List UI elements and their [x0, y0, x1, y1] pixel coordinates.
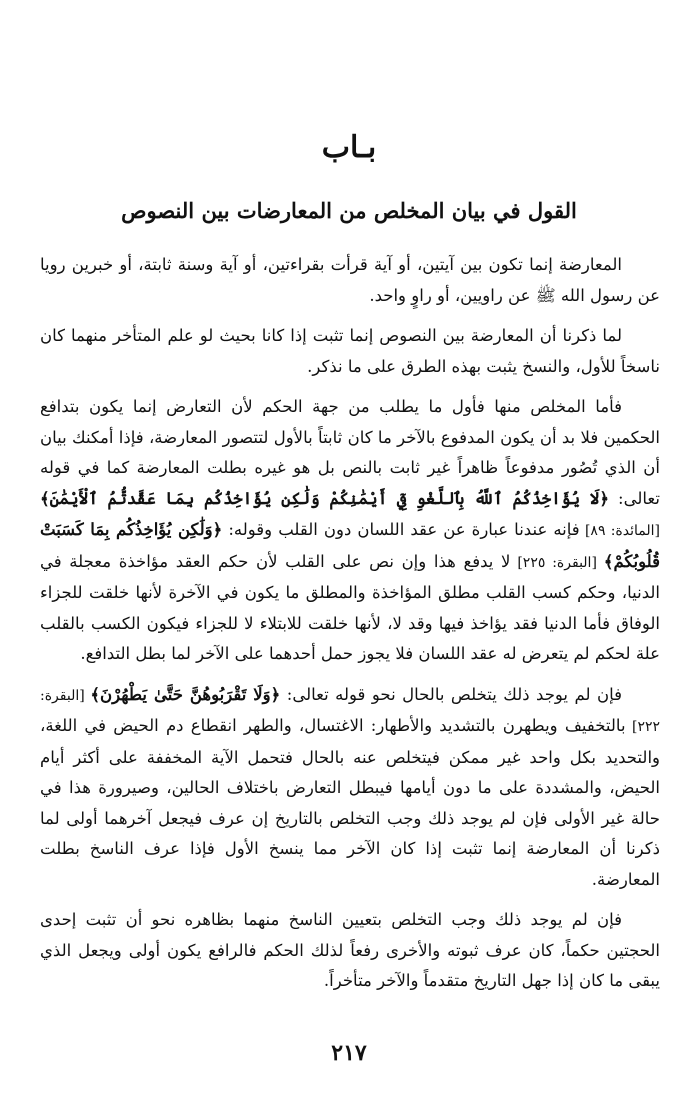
- verse-reference: [البقرة: ٢٢٥]: [510, 554, 604, 571]
- paragraph-text: بالتخفيف ويطهرن بالتشديد والأطهار: الاغتسال، والطهر انقطاع دم الحيض في اللغة، والتحديد بكل واحد غير ممكن فيتخلص عنه بالحال فتحمل الآية المخففة على أكثر أيام الحيض، والمشددة على ما دون أيامها فيبطل التعارض باختلاف الحالين، وصيرورة هذا في حالة غير الأولى فإن لم يوجد ذلك وجب التخلص بالتاريخ إن عرف فيجعل آخرهما أولى لما ذكرنا أن المعارضة إنما تثبت إذا كان الآخر مما ينسخ الأول فإذا عرف الناسخ بطلت المعارضة.: [40, 716, 660, 889]
- page-number: ٢١٧: [331, 1040, 367, 1066]
- paragraph-text: فإن لم يوجد ذلك يتخلص بالحال نحو قوله تعالى:: [280, 684, 622, 704]
- paragraph-text: المعارضة إنما تكون بين آيتين، أو آية قرأت بقراءتين، أو آية وسنة ثابتة، أو خبرين رويا عن رسول الله ﷺ عن راويين، أو راوٍ واحد.: [40, 255, 660, 305]
- verse-reference: [المائدة: ٨٩]: [579, 523, 660, 539]
- paragraph: [40, 680, 660, 896]
- paragraph: [40, 392, 660, 670]
- paragraph: [40, 321, 660, 382]
- paragraph-text: لما ذكرنا أن المعارضة بين النصوص إنما تثبت إذا كانا بحيث لو علم المتأخر منهما كان ناسخاً للأول، والنسخ يثبت بهذه الطرق على ما نذكر.: [40, 326, 660, 376]
- quran-verse: ﴿لَا يُؤَاخِذُكُمُ ٱللَّهُ بِٱللَّغْوِ فِيٓ أَيْمَٰنِكُمْ وَلَٰكِن يُؤَاخِذُكُم بِمَا عَقَّدتُّمُ ٱلْأَيْمَٰنَ﴾: [40, 488, 610, 508]
- quran-verse: ﴿وَلَٰكِن يُؤَاخِذُكُم بِمَا كَسَبَتْ قُلُوبُكُمْ﴾: [40, 520, 661, 571]
- paragraph: [40, 250, 660, 311]
- chapter-heading: بـاب: [321, 130, 377, 165]
- paragraph-text: فإن لم يوجد ذلك وجب التخلص بتعيين الناسخ منهما بظاهره نحو أن تثبت إحدى الحجتين حكماً، كان عرف ثبوته والأخرى رفعاً لذلك الحكم فالرافع يكون أولى ويجعل الذي يبقى ما كان إذا جهل التاريخ متقدماً والآخر متأخراً.: [40, 910, 660, 990]
- section-title: القول في بيان المخلص من المعارضات بين النصوص: [121, 198, 577, 223]
- paragraph-text: فأما المخلص منها فأول ما يطلب من جهة الحكم لأن التعارض إنما يكون بتدافع الحكمين فلا بد أن يكون المدفوع بالآخر ما كان ثابتاً بالأول لتتصور المعارضة، فإذا أمكنك بيان أن الذي تُصُور مدفوعاً ظاهراً غير ثابت بالنص بل هو غيره بطلت المعارضة كما في قوله تعالى:: [40, 397, 660, 508]
- quran-verse: ﴿وَلَا تَقْرَبُوهُنَّ حَتَّىٰ يَطْهُرْنَ﴾: [90, 684, 281, 704]
- body-text: [40, 250, 660, 1007]
- verse-reference: [البقرة: ٢٢٢]: [40, 687, 660, 735]
- paragraph-text: فإنه عندنا عبارة عن عقد اللسان دون القلب وقوله:: [222, 520, 580, 539]
- paragraph-text: لا يدفع هذا وإن نص على القلب لأن حكم العقد مؤاخذة معجلة في الدنيا، وحكم كسب القلب مطلق المؤاخذة والمطلق ما يكون في الآخرة لأنها خلقت للجزاء الوفاق فأما الدنيا فقد يؤاخذ فيها وقد لا، لأنها خلقت للابتلاء لا للجزاء فيكون الكسب بالقلب علة لحكم لم يتعرض له عقد اللسان فلا يجوز حمل أحدهما على الآخر لما بطل التدافع.: [40, 551, 660, 663]
- paragraph: [40, 905, 660, 997]
